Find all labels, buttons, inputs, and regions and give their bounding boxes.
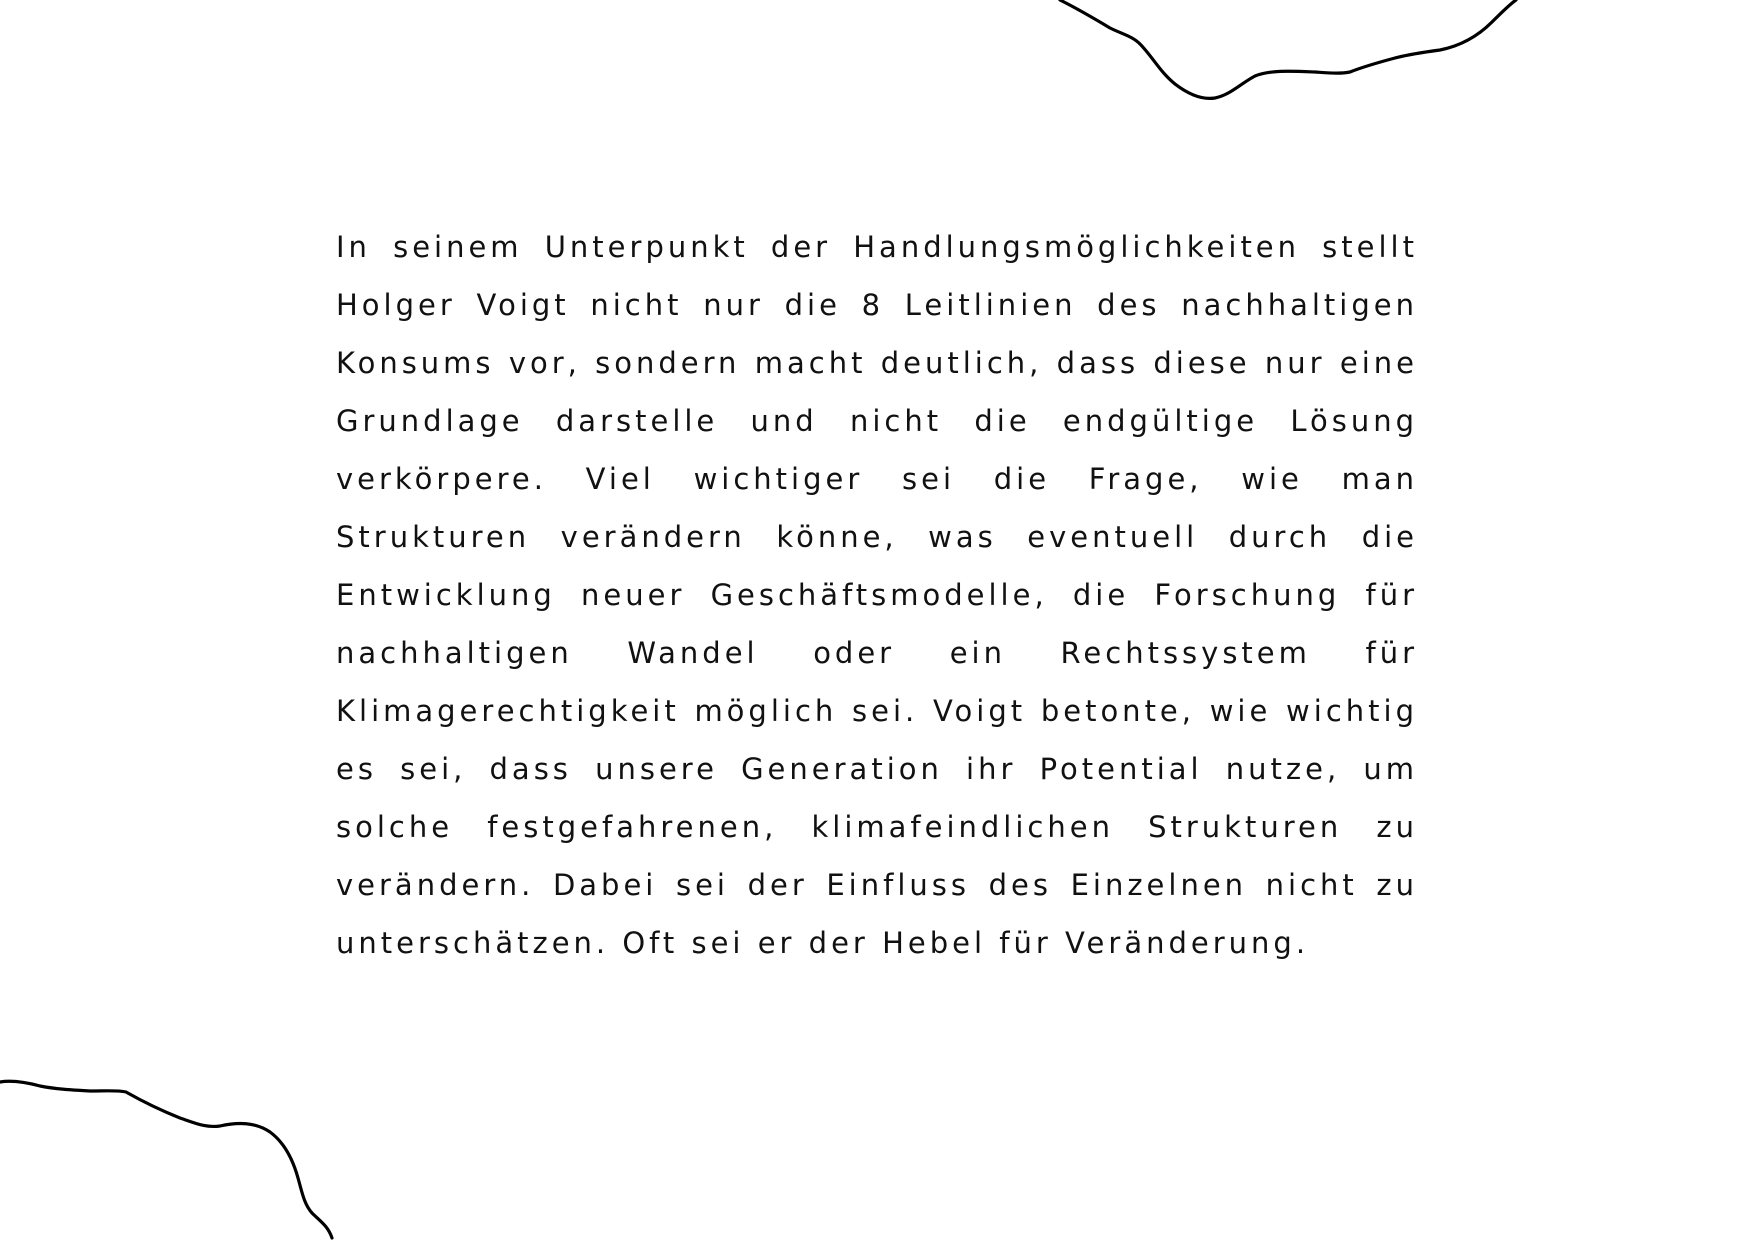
paragraph-line: unterschätzen. Oft sei er der Hebel für Veränderung. — [336, 926, 1310, 960]
paragraph-line: Konsums vor, sondern macht deutlich, dass diese nur eine — [336, 346, 1418, 380]
paragraph-line: Entwicklung neuer Geschäftsmodelle, die Forschung für — [336, 578, 1418, 612]
wavy-line-bottom-decoration — [0, 1080, 350, 1240]
wavy-line-top-decoration — [1060, 0, 1520, 110]
paragraph-line: Strukturen verändern könne, was eventuell durch die — [336, 520, 1418, 554]
paragraph-line: solche festgefahrenen, klimafeindlichen Strukturen zu — [336, 810, 1418, 844]
paragraph-line: verkörpere. Viel wichtiger sei die Frage, wie man — [336, 462, 1418, 496]
paragraph-line: Klimagerechtigkeit möglich sei. Voigt betonte, wie wichtig — [336, 694, 1418, 728]
paragraph-line: Holger Voigt nicht nur die 8 Leitlinien des nachhaltigen — [336, 288, 1418, 322]
paragraph-line: es sei, dass unsere Generation ihr Potential nutze, um — [336, 752, 1418, 786]
paragraph-line: verändern. Dabei sei der Einfluss des Einzelnen nicht zu — [336, 868, 1418, 902]
paragraph-line: In seinem Unterpunkt der Handlungsmöglichkeiten stellt — [336, 230, 1418, 264]
paragraph-line: Grundlage darstelle und nicht die endgültige Lösung — [336, 404, 1418, 438]
body-paragraph — [336, 218, 1418, 972]
paragraph-line: nachhaltigen Wandel oder ein Rechtssystem für — [336, 636, 1418, 670]
